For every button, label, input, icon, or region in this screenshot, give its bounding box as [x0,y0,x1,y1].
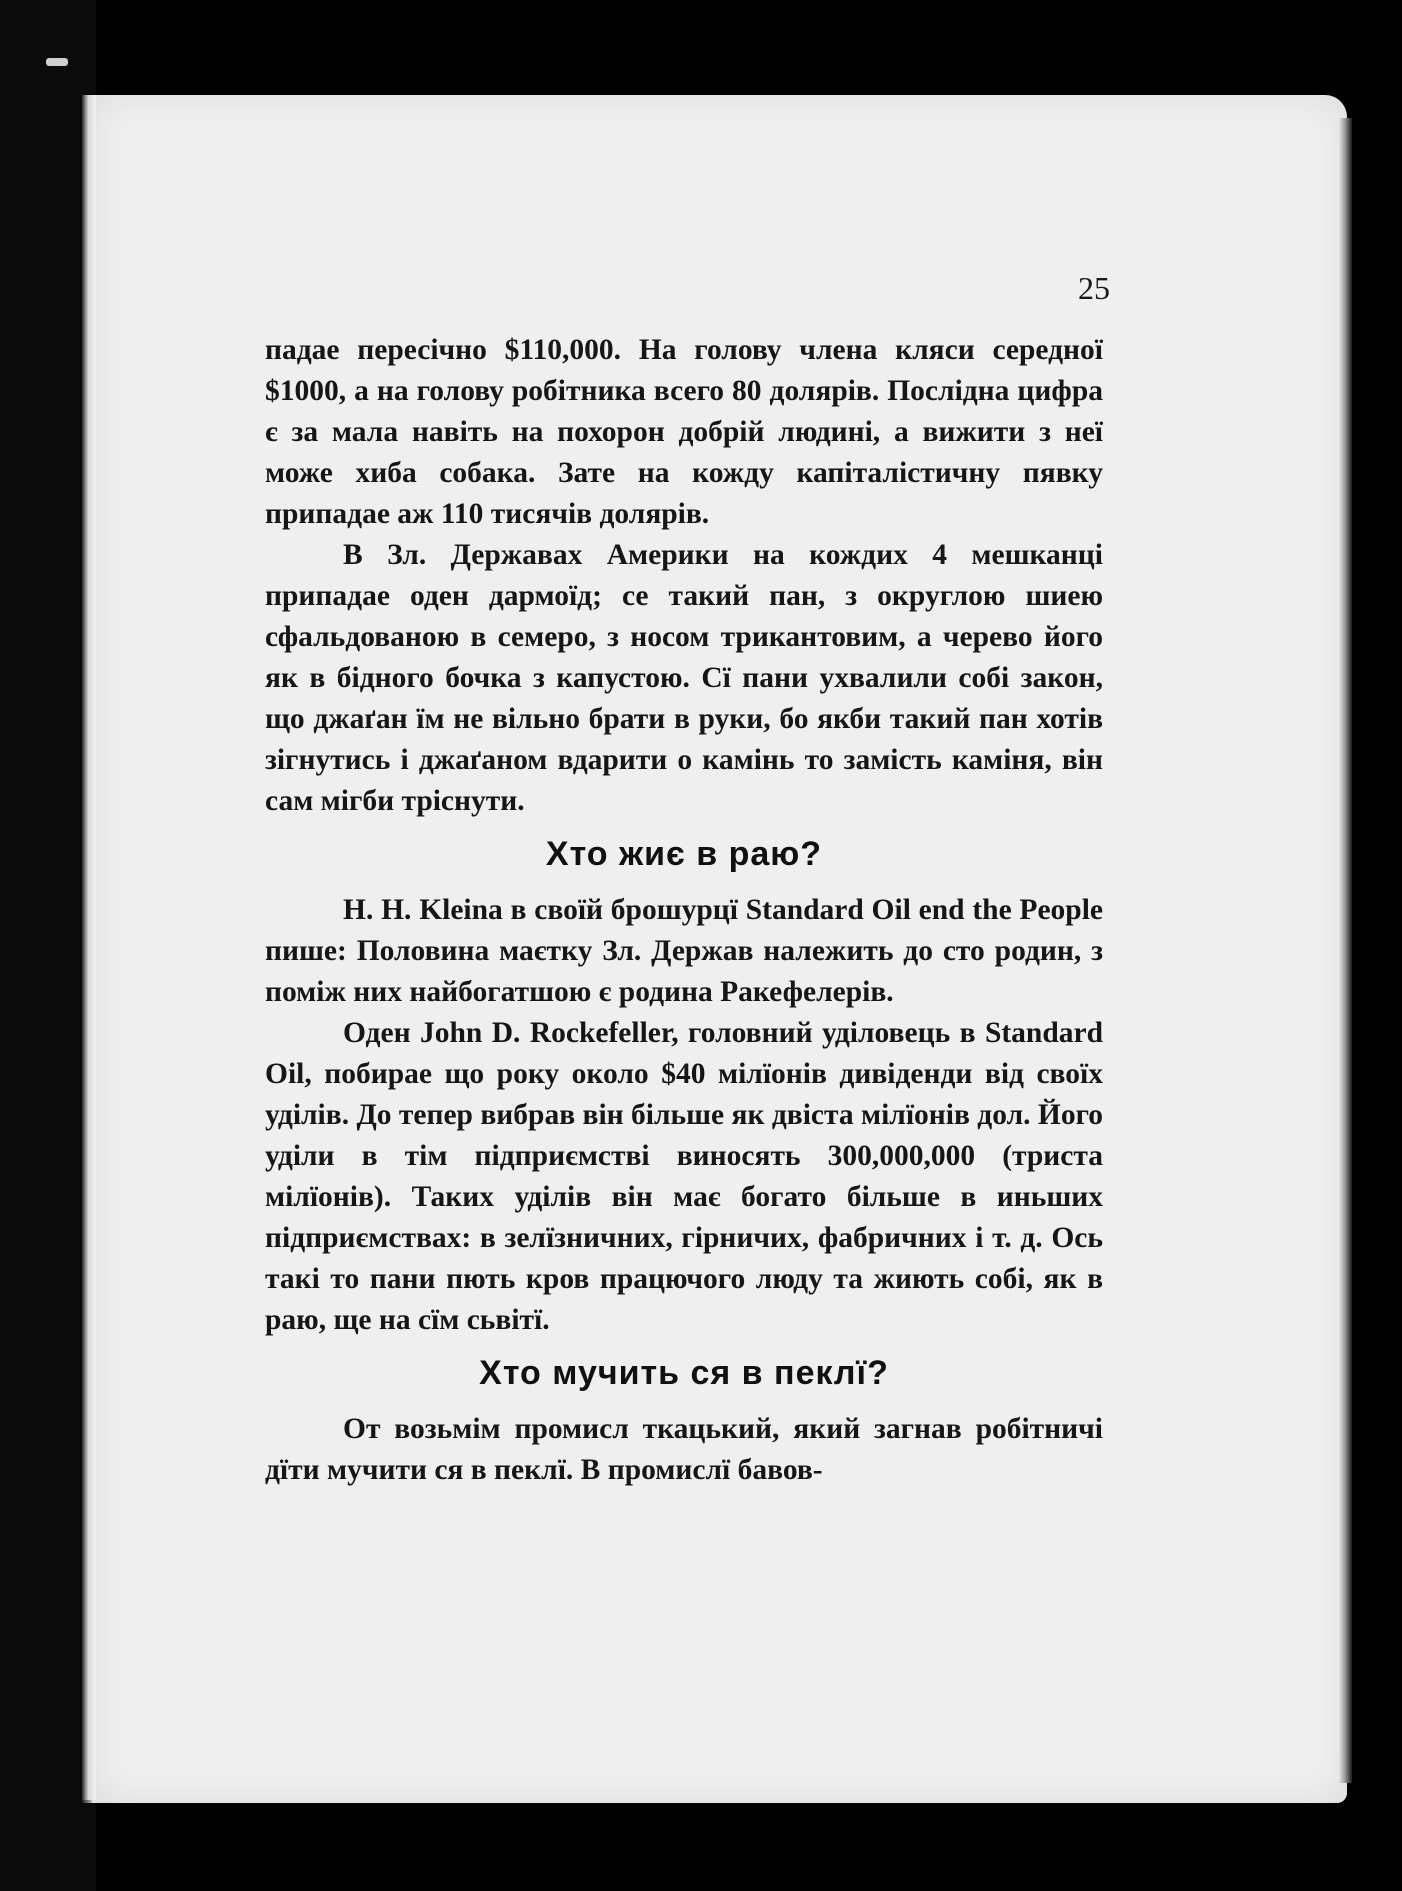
page-gutter [82,95,96,1800]
section-heading: Хто мучить ся в пеклї? [479,1354,889,1392]
page-text [265,330,1103,1491]
page-edge [1338,118,1352,1783]
page-number: 25 [1078,270,1110,306]
paragraph: H. H. Kleina в своїй брошурцї Standard Oil end the People пише: Половина маєтку Зл. Держав належить до сто родин, з поміж них найбогатшою є родина Ракефелерів. [265,894,1103,1008]
paragraph: Оден John D. Rockefeller, головний уділовець в Standard Oil, побирае що року около $40 мілїонів дивіденди від своїх уділів. До тепер вибрав він більше як двіста мілїонів дол. Його уділи в тім підприємстві виносять 300,000,000 (триста мілїонів). Таких уділів він має богато більше в иньших підприємствах: в зелїзничних, гірничих, фабричних і т. д. Ось такі то пани пють кров працючого люду та жиють собі, як в раю, ще на сїм сьвітї. [265,1017,1103,1336]
scan-artifact [46,58,68,66]
paragraph: падае пересічно $110,000. На голову члена кляси середноï $1000, а на голову робітника всего 80 долярів. Послідна цифра є за мала навіть на похорон добрій людині, а вижити з неї може хиба собака. Зате на кожду капіталістичну пявку припадае аж 110 тисячів долярів. [265,334,1103,530]
paragraph: От возьмім промисл ткацький, який загнав робітничі дїти мучити ся в пеклї. В промислї бавов- [265,1413,1103,1486]
paragraph: В Зл. Державах Америки на кождих 4 мешканці припадае оден дармоїд; се такий пан, з округлою шиею сфальдованою в семеро, з носом трикантовим, а черево його як в бідного бочка з капустою. Сї пани ухвалили собі закон, що джаґан їм не вільно брати в руки, бо якби такий пан хотів зігнутись і джаґаном вдарити о камінь то замість каміня, він сам мігби тріснути. [265,539,1103,817]
section-heading: Хто жиє в раю? [545,835,823,873]
